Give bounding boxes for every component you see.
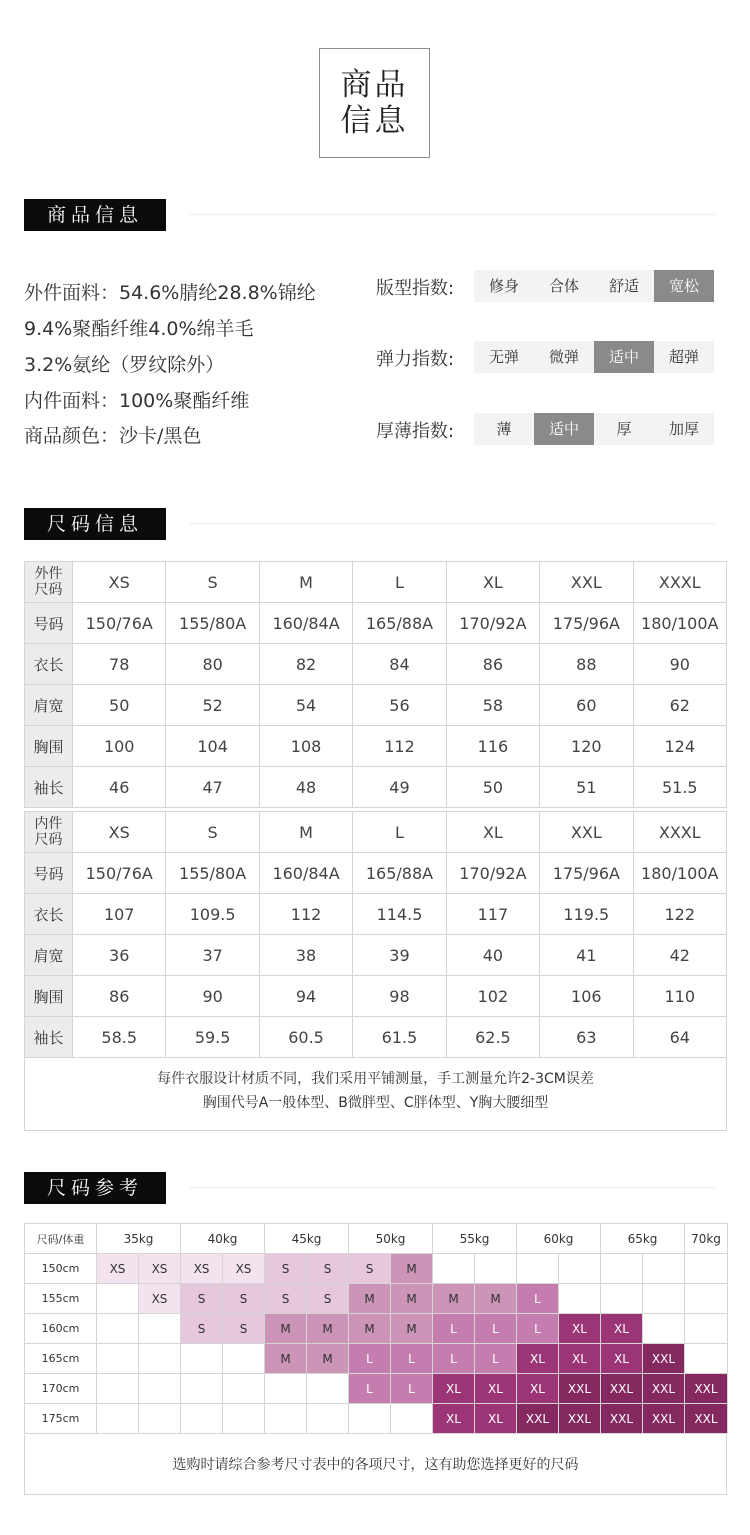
table-cell: 180/100A: [633, 853, 726, 894]
table-row: [25, 976, 727, 1017]
product-info-line: 3.2%氨纶（罗纹除外）: [24, 354, 225, 376]
size-reference-cell: XL: [475, 1374, 517, 1404]
size-corner-label-line: 尺码: [34, 832, 63, 848]
height-label: 165cm: [25, 1344, 97, 1374]
index-option: 超弹: [668, 348, 699, 366]
size-reference-cell: XS: [139, 1284, 181, 1314]
size-corner-label: [25, 812, 73, 853]
row-label: 袖长: [25, 1017, 73, 1058]
size-note-line2: 胸围代号A一般体型、B微胖型、C胖体型、Y胸大腰细型: [202, 1095, 549, 1111]
size-reference-cell: XXL: [601, 1374, 643, 1404]
table-cell: 104: [166, 726, 259, 767]
size-reference-cell: M: [265, 1314, 307, 1344]
table-cell: 48: [259, 767, 352, 808]
table-cell: 51: [540, 767, 633, 808]
product-info-line: 商品颜色：沙卡/黑色: [24, 425, 202, 447]
table-cell: 41: [540, 935, 633, 976]
size-reference-cell: XXL: [559, 1374, 601, 1404]
size-reference-cell: M: [349, 1284, 391, 1314]
size-reference-cell: XL: [559, 1344, 601, 1374]
table-cell: 64: [633, 1017, 726, 1058]
table-cell: 58.5: [73, 1017, 166, 1058]
size-reference-cell: [433, 1254, 475, 1284]
size-reference-cell: [559, 1284, 601, 1314]
size-reference-cell: [475, 1254, 517, 1284]
size-reference-cell: S: [265, 1284, 307, 1314]
size-reference-cell: M: [433, 1284, 475, 1314]
table-cell: 88: [540, 644, 633, 685]
weight-header: 65kg: [601, 1224, 685, 1254]
hero-title: [320, 67, 429, 139]
table-cell: 170/92A: [446, 853, 539, 894]
table-row: [25, 935, 727, 976]
table-row: [25, 603, 727, 644]
size-reference-cell: S: [181, 1314, 223, 1344]
table-row: [25, 726, 727, 767]
table-cell: 80: [166, 644, 259, 685]
size-reference-cell: XS: [97, 1254, 139, 1284]
size-reference-cell: S: [349, 1254, 391, 1284]
table-cell: 175/96A: [540, 603, 633, 644]
product-info-line: 内件面料：100%聚酯纤维: [24, 390, 250, 412]
size-column-header: L: [353, 812, 446, 853]
section-header-size-reference: 尺码参考: [24, 1172, 166, 1204]
row-label: 肩宽: [25, 685, 73, 726]
size-reference-table: [24, 1223, 728, 1434]
table-row: [25, 1344, 728, 1374]
table-cell: 112: [353, 726, 446, 767]
table-row: [25, 1314, 728, 1344]
weight-header: 35kg: [97, 1224, 181, 1254]
size-reference-cell: [685, 1254, 728, 1284]
size-reference-cell: XXL: [517, 1404, 559, 1434]
table-cell: 112: [259, 894, 352, 935]
size-reference-cell: XXL: [559, 1404, 601, 1434]
table-cell: 180/100A: [633, 603, 726, 644]
table-cell: 170/92A: [446, 603, 539, 644]
size-reference-cell: [349, 1404, 391, 1434]
size-reference-cell: [601, 1254, 643, 1284]
size-column-header: L: [353, 562, 446, 603]
table-cell: 86: [73, 976, 166, 1017]
table-cell: 100: [73, 726, 166, 767]
size-reference-cell: [97, 1344, 139, 1374]
size-header-row: [25, 562, 727, 603]
section-divider: [190, 214, 715, 215]
table-cell: 37: [166, 935, 259, 976]
weight-header: 70kg: [685, 1224, 728, 1254]
size-reference-cell: XL: [433, 1404, 475, 1434]
index-options: [474, 270, 714, 302]
size-reference-cell: [97, 1404, 139, 1434]
size-reference-cell: S: [181, 1284, 223, 1314]
table-cell: 61.5: [353, 1017, 446, 1058]
table-cell: 60: [540, 685, 633, 726]
weight-header: 60kg: [517, 1224, 601, 1254]
size-column-header: XXL: [540, 812, 633, 853]
size-reference-cell: [265, 1374, 307, 1404]
size-column-header: XL: [446, 812, 539, 853]
table-cell: 59.5: [166, 1017, 259, 1058]
size-column-header: M: [259, 812, 352, 853]
row-label: 衣长: [25, 644, 73, 685]
index-option: 加厚: [668, 420, 699, 438]
size-reference-cell: [265, 1404, 307, 1434]
size-reference-cell: [223, 1404, 265, 1434]
size-reference-cell: L: [349, 1374, 391, 1404]
row-label: 袖长: [25, 767, 73, 808]
size-reference-cell: [643, 1314, 685, 1344]
index-option: 厚: [616, 420, 632, 438]
size-reference-cell: XL: [559, 1314, 601, 1344]
section-divider: [190, 1187, 715, 1188]
table-cell: 106: [540, 976, 633, 1017]
size-column-header: XXXL: [633, 812, 726, 853]
size-reference-cell: [517, 1254, 559, 1284]
size-reference-cell: [391, 1404, 433, 1434]
index-option: 无弹: [488, 348, 519, 366]
size-reference-cell: L: [391, 1344, 433, 1374]
size-column-header: S: [166, 812, 259, 853]
row-label: 胸围: [25, 726, 73, 767]
height-label: 160cm: [25, 1314, 97, 1344]
table-cell: 50: [446, 767, 539, 808]
table-cell: 58: [446, 685, 539, 726]
size-reference-cell: [643, 1254, 685, 1284]
height-label: 175cm: [25, 1404, 97, 1434]
index-option: 修身: [488, 277, 519, 295]
index-option: 薄: [496, 420, 512, 438]
size-column-header: XS: [73, 562, 166, 603]
table-cell: 86: [446, 644, 539, 685]
size-header-row: [25, 812, 727, 853]
table-row: [25, 1254, 728, 1284]
size-column-header: XL: [446, 562, 539, 603]
size-reference-cell: XS: [181, 1254, 223, 1284]
table-row: [25, 1284, 728, 1314]
size-reference-cell: XL: [517, 1374, 559, 1404]
table-cell: 42: [633, 935, 726, 976]
table-row: [25, 894, 727, 935]
table-cell: 51.5: [633, 767, 726, 808]
weight-header: 45kg: [265, 1224, 349, 1254]
weight-header: 40kg: [181, 1224, 265, 1254]
table-cell: 110: [633, 976, 726, 1017]
size-reference-cell: S: [307, 1284, 349, 1314]
index-option: 适中: [534, 413, 594, 445]
section-divider: [190, 523, 715, 524]
row-label: 号码: [25, 853, 73, 894]
table-cell: 40: [446, 935, 539, 976]
reference-header-row: [25, 1224, 728, 1254]
size-reference-cell: [643, 1284, 685, 1314]
table-cell: 46: [73, 767, 166, 808]
table-cell: 107: [73, 894, 166, 935]
height-label: 150cm: [25, 1254, 97, 1284]
size-reference-cell: L: [475, 1344, 517, 1374]
table-cell: 117: [446, 894, 539, 935]
size-reference-cell: [139, 1314, 181, 1344]
size-corner-label: [25, 562, 73, 603]
table-cell: 160/84A: [259, 603, 352, 644]
table-cell: 36: [73, 935, 166, 976]
table-cell: 114.5: [353, 894, 446, 935]
table-row: [25, 685, 727, 726]
table-row: [25, 767, 727, 808]
table-cell: 56: [353, 685, 446, 726]
size-reference-cell: [307, 1404, 349, 1434]
size-reference-cell: [685, 1344, 728, 1374]
row-label: 胸围: [25, 976, 73, 1017]
table-cell: 150/76A: [73, 603, 166, 644]
size-reference-cell: L: [433, 1344, 475, 1374]
size-reference-cell: [685, 1314, 728, 1344]
size-reference-cell: S: [223, 1314, 265, 1344]
size-reference-cell: M: [391, 1254, 433, 1284]
row-label: 号码: [25, 603, 73, 644]
size-column-header: XXXL: [633, 562, 726, 603]
table-cell: 109.5: [166, 894, 259, 935]
table-cell: 102: [446, 976, 539, 1017]
table-cell: 90: [166, 976, 259, 1017]
size-reference-cell: XXL: [643, 1374, 685, 1404]
table-row: [25, 1374, 728, 1404]
product-info-line: 9.4%聚酯纤维4.0%绵羊毛: [24, 318, 254, 340]
table-cell: 78: [73, 644, 166, 685]
size-reference-cell: L: [433, 1314, 475, 1344]
table-cell: 119.5: [540, 894, 633, 935]
section-header-product-info: 商品信息: [24, 199, 166, 231]
reference-note: 选购时请综合参考尺寸表中的各项尺寸，这有助您选择更好的尺码: [24, 1435, 727, 1495]
size-column-header: XXL: [540, 562, 633, 603]
table-cell: 150/76A: [73, 853, 166, 894]
size-corner-label-line: 内件: [34, 816, 63, 832]
size-reference-cell: [685, 1284, 728, 1314]
hero-title-line1: 商品: [340, 67, 409, 103]
size-reference-cell: M: [391, 1314, 433, 1344]
table-cell: 94: [259, 976, 352, 1017]
size-reference-cell: XXL: [643, 1344, 685, 1374]
table-cell: 54: [259, 685, 352, 726]
table-cell: 63: [540, 1017, 633, 1058]
hero-title-line2: 信息: [340, 103, 409, 139]
size-reference-cell: [181, 1344, 223, 1374]
size-reference-cell: L: [391, 1374, 433, 1404]
table-cell: 84: [353, 644, 446, 685]
index-options: [474, 341, 714, 373]
size-reference-cell: [97, 1374, 139, 1404]
size-column-header: XS: [73, 812, 166, 853]
index-label: 弹力指数:: [376, 349, 455, 370]
size-reference-cell: [139, 1374, 181, 1404]
size-reference-cell: M: [307, 1314, 349, 1344]
height-label: 155cm: [25, 1284, 97, 1314]
size-corner-label-line: 外件: [34, 566, 63, 582]
size-reference-cell: [97, 1314, 139, 1344]
size-column-header: S: [166, 562, 259, 603]
table-cell: 155/80A: [166, 603, 259, 644]
size-reference-cell: S: [265, 1254, 307, 1284]
size-reference-cell: XL: [601, 1314, 643, 1344]
size-reference-cell: M: [349, 1314, 391, 1344]
size-table-outer: [24, 561, 727, 808]
size-reference-cell: L: [475, 1314, 517, 1344]
size-column-header: M: [259, 562, 352, 603]
size-note-line1: 每件衣服设计材质不同，我们采用平铺测量，手工测量允许2-3CM误差: [157, 1071, 594, 1087]
reference-corner-label: 尺码/体重: [25, 1224, 97, 1254]
table-cell: 49: [353, 767, 446, 808]
size-table-inner: [24, 811, 727, 1058]
size-reference-cell: XL: [433, 1374, 475, 1404]
index-option: 舒适: [608, 277, 639, 295]
table-cell: 108: [259, 726, 352, 767]
size-reference-cell: M: [391, 1284, 433, 1314]
table-cell: 82: [259, 644, 352, 685]
size-reference-cell: [601, 1284, 643, 1314]
weight-header: 50kg: [349, 1224, 433, 1254]
size-reference-cell: S: [307, 1254, 349, 1284]
size-corner-label-line: 尺码: [34, 582, 63, 598]
index-label: 厚薄指数:: [376, 421, 455, 442]
size-reference-cell: [307, 1374, 349, 1404]
size-reference-cell: XXL: [643, 1404, 685, 1434]
table-cell: 62: [633, 685, 726, 726]
table-cell: 124: [633, 726, 726, 767]
hero-title-box: [319, 48, 430, 158]
size-reference-cell: [559, 1254, 601, 1284]
table-cell: 52: [166, 685, 259, 726]
size-reference-cell: [181, 1374, 223, 1404]
table-cell: 98: [353, 976, 446, 1017]
size-reference-cell: S: [223, 1284, 265, 1314]
table-cell: 155/80A: [166, 853, 259, 894]
size-reference-cell: XS: [223, 1254, 265, 1284]
size-reference-cell: L: [349, 1344, 391, 1374]
row-label: 肩宽: [25, 935, 73, 976]
row-label: 衣长: [25, 894, 73, 935]
table-cell: 175/96A: [540, 853, 633, 894]
size-reference-cell: XS: [139, 1254, 181, 1284]
size-reference-cell: M: [307, 1344, 349, 1374]
size-reference-cell: XXL: [601, 1404, 643, 1434]
size-reference-cell: [223, 1374, 265, 1404]
table-cell: 122: [633, 894, 726, 935]
index-option: 微弹: [548, 348, 579, 366]
index-option: 合体: [548, 277, 579, 295]
product-info-line: 外件面料：54.6%腈纶28.8%锦纶: [24, 282, 316, 304]
section-header-size-info: 尺码信息: [24, 508, 166, 540]
weight-header: 55kg: [433, 1224, 517, 1254]
size-note: [24, 1051, 727, 1131]
table-row: [25, 644, 727, 685]
height-label: 170cm: [25, 1374, 97, 1404]
index-label: 版型指数:: [376, 278, 455, 299]
size-reference-cell: [181, 1404, 223, 1434]
size-reference-cell: XL: [517, 1344, 559, 1374]
table-cell: 165/88A: [353, 603, 446, 644]
index-options: [474, 413, 714, 445]
table-cell: 38: [259, 935, 352, 976]
size-reference-cell: [139, 1344, 181, 1374]
table-cell: 165/88A: [353, 853, 446, 894]
size-reference-cell: M: [265, 1344, 307, 1374]
size-reference-cell: XL: [601, 1344, 643, 1374]
size-reference-cell: M: [475, 1284, 517, 1314]
size-reference-cell: L: [517, 1314, 559, 1344]
size-reference-cell: [223, 1344, 265, 1374]
size-reference-cell: XXL: [685, 1374, 728, 1404]
table-cell: 120: [540, 726, 633, 767]
size-reference-cell: XL: [475, 1404, 517, 1434]
index-option: 适中: [594, 341, 654, 373]
size-reference-cell: L: [517, 1284, 559, 1314]
size-reference-cell: [97, 1284, 139, 1314]
size-reference-cell: [139, 1404, 181, 1434]
table-cell: 39: [353, 935, 446, 976]
table-cell: 47: [166, 767, 259, 808]
size-reference-cell: XXL: [685, 1404, 728, 1434]
table-row: [25, 853, 727, 894]
table-cell: 160/84A: [259, 853, 352, 894]
index-option: 宽松: [654, 270, 714, 302]
table-cell: 50: [73, 685, 166, 726]
table-cell: 60.5: [259, 1017, 352, 1058]
table-cell: 62.5: [446, 1017, 539, 1058]
table-cell: 116: [446, 726, 539, 767]
table-cell: 90: [633, 644, 726, 685]
table-row: [25, 1404, 728, 1434]
